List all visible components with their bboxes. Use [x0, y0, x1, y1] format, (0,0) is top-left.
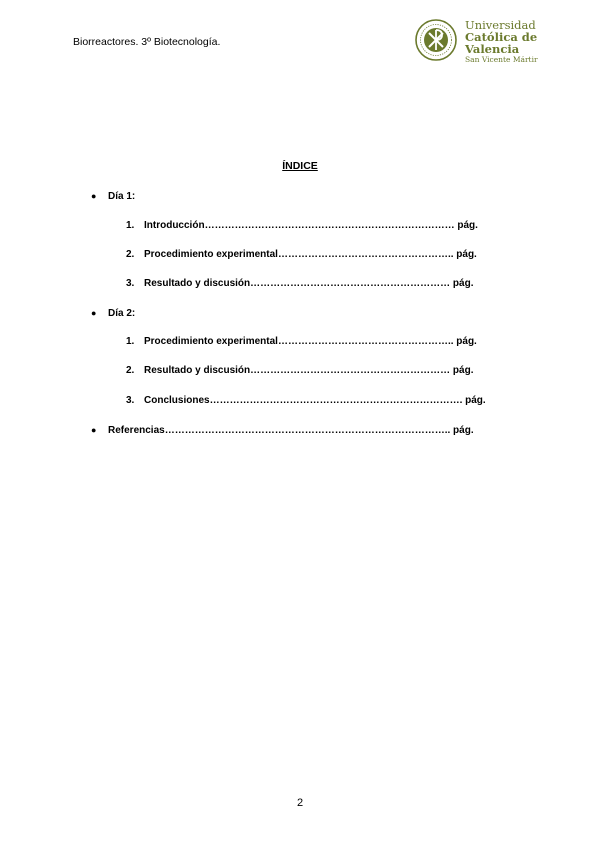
toc-item-page: pág.	[456, 249, 477, 260]
toc-item-label: Resultado y discusión	[144, 278, 251, 289]
toc-item-number: 1.	[126, 220, 135, 231]
toc-item-page: pág.	[465, 395, 486, 406]
toc-item	[126, 277, 504, 291]
toc-item-number: 3.	[126, 278, 135, 289]
toc-item-leader: ………………………………………………………………….	[209, 395, 463, 406]
toc-item	[126, 335, 504, 349]
toc-section-label: Día 2:	[108, 308, 136, 319]
university-logo	[415, 19, 540, 65]
logo-line-catolica: Católica de	[465, 30, 538, 44]
toc-item-number: 1.	[126, 336, 135, 347]
document-header-title: Biorreactores. 3º Biotecnología.	[73, 36, 221, 48]
toc-item-leader: ……………………………………………..	[277, 249, 454, 260]
toc-item-leader: …………………………………………………………………………..	[164, 425, 451, 436]
toc-item	[126, 394, 504, 408]
logo-line-universidad: Universidad	[465, 18, 536, 32]
toc-item-label: Procedimiento experimental	[144, 249, 278, 260]
toc-section-referencias	[91, 423, 474, 437]
toc-item-label: Conclusiones	[144, 395, 210, 406]
bullet-icon: ●	[91, 425, 97, 435]
university-seal-icon	[415, 19, 457, 61]
toc-item-number: 2.	[126, 249, 135, 260]
toc-item-page: pág.	[453, 425, 474, 436]
bullet-icon: ●	[91, 191, 97, 201]
toc-item-leader: ……………………………………………..	[277, 336, 454, 347]
toc-section-dia1	[91, 189, 135, 203]
page-number: 2	[296, 797, 304, 809]
toc-item-page: pág.	[452, 365, 474, 376]
toc-item-page: pág.	[457, 220, 478, 231]
toc-item-leader: ……………………………………………………	[250, 278, 451, 289]
toc-item-leader: ……………………………………………………	[250, 365, 451, 376]
toc-item-number: 2.	[126, 365, 135, 376]
toc-item-label: Resultado y discusión	[144, 365, 251, 376]
toc-item-label: Introducción	[144, 220, 205, 231]
toc-item-leader: …………………………………………………………………	[204, 220, 455, 231]
bullet-icon: ●	[91, 308, 97, 318]
toc-item-number: 3.	[126, 395, 135, 406]
toc-section-dia2	[91, 306, 135, 320]
toc-item	[126, 248, 504, 262]
toc-section-label: Referencias	[108, 425, 165, 436]
toc-section-label: Día 1:	[108, 191, 136, 202]
toc-item	[126, 364, 504, 378]
toc-item-page: pág.	[456, 336, 477, 347]
toc-item	[126, 219, 504, 233]
index-title: ÍNDICE	[282, 160, 318, 172]
logo-wordmark	[465, 19, 538, 65]
toc-item-page: pág.	[452, 278, 474, 289]
logo-line-valencia: Valencia	[465, 42, 520, 56]
logo-line-san-vicente: San Vicente Mártir	[465, 55, 538, 64]
toc-item-label: Procedimiento experimental	[144, 336, 278, 347]
